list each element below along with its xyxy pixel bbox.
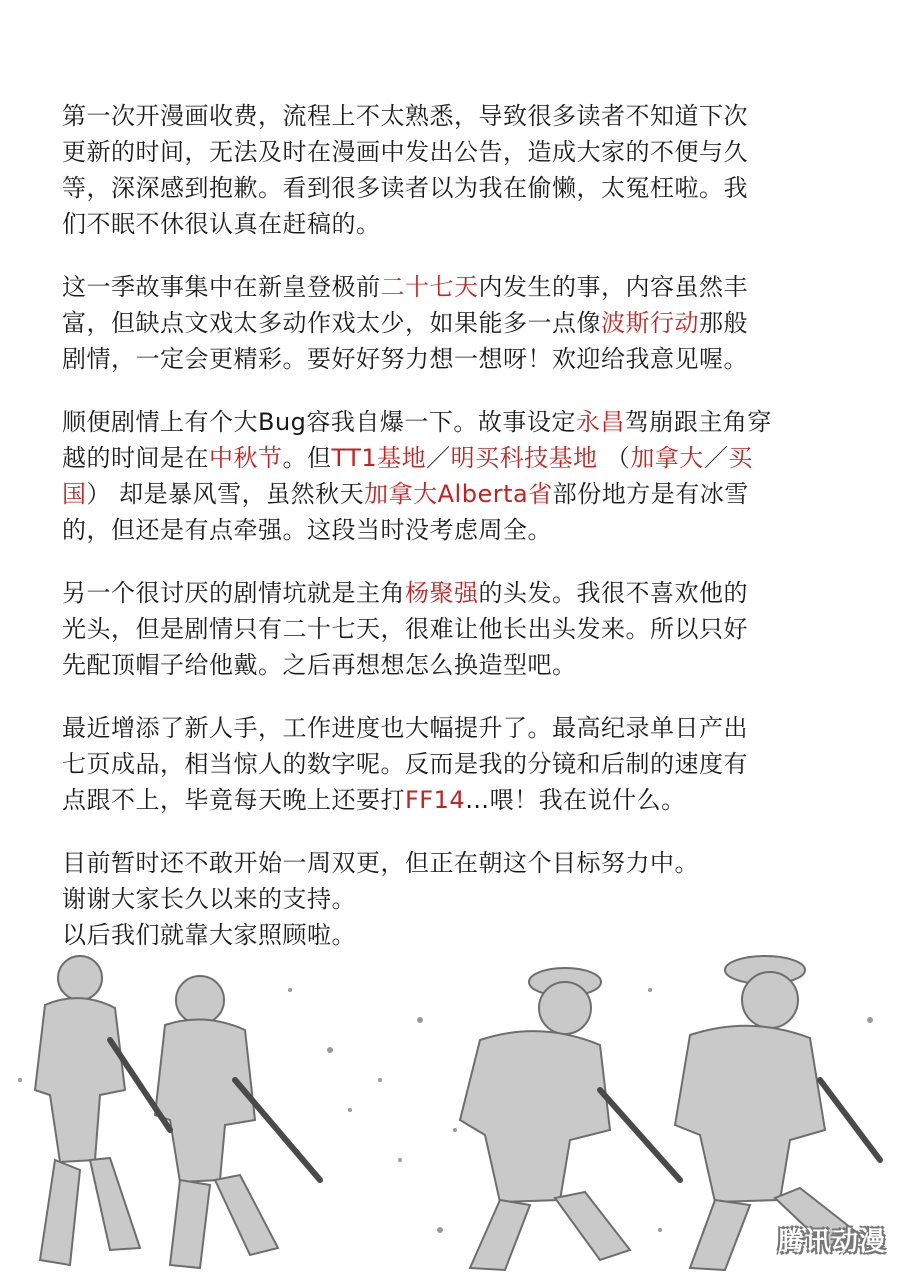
text-segment: 那般 — [699, 309, 748, 337]
text-segment: 第一次开漫画收费，流程上不太熟悉，导致很多读者不知道下次 — [62, 102, 748, 130]
highlighted-term: 买 — [728, 444, 753, 472]
text-line — [62, 782, 862, 818]
text-line — [62, 647, 862, 683]
highlighted-term: 二十七天 — [380, 273, 479, 301]
highlighted-term: 杨聚强 — [405, 579, 479, 607]
paragraph — [62, 575, 862, 683]
text-segment: 富，但缺点文戏太多动作戏太少，如果能多一点像 — [62, 309, 601, 337]
text-segment: 这一季故事集中在新皇登极前 — [62, 273, 381, 301]
paragraph — [62, 269, 862, 377]
paragraph — [62, 404, 862, 548]
text-line — [62, 98, 862, 134]
highlighted-term: 中秋节 — [209, 444, 283, 472]
text-segment: 等，深深感到抱歉。看到很多读者以为我在偷懒，太冤枉啦。我 — [62, 174, 748, 202]
afterword-text — [62, 98, 862, 980]
text-segment: ／ — [703, 444, 729, 472]
highlighted-term: 加拿大 — [630, 444, 704, 472]
paragraph — [62, 845, 862, 953]
text-line — [62, 440, 862, 476]
highlighted-term: FF14 — [405, 786, 466, 814]
text-line — [62, 917, 862, 953]
text-segment: 剧情，一定会更精彩。要好好努力想一想呀！欢迎给我意见喔。 — [62, 345, 748, 373]
text-segment: 们不眠不休很认真在赶稿的。 — [62, 210, 381, 238]
text-line — [62, 512, 862, 548]
text-segment: 的，但还是有点牵强。这段当时没考虑周全。 — [62, 516, 552, 544]
text-segment: 以后我们就靠大家照顾啦。 — [62, 921, 356, 949]
text-segment: 驾崩跟主角穿 — [624, 408, 772, 436]
text-segment: 谢谢大家长久以来的支持。 — [62, 885, 356, 913]
text-segment: 顺便剧情上有个大Bug容我自爆一下。故事设定 — [62, 408, 576, 436]
text-line — [62, 341, 862, 377]
text-segment: 点跟不上，毕竟每天晚上还要打 — [62, 786, 405, 814]
text-segment: 内发生的事，内容虽然丰 — [478, 273, 748, 301]
highlighted-term: 国 — [62, 480, 87, 508]
text-segment: 目前暂时还不敢开始一周双更，但正在朝这个目标努力中。 — [62, 849, 699, 877]
text-segment: 最近增添了新人手，工作进度也大幅提升了。最高纪录单日产出 — [62, 714, 748, 742]
text-line — [62, 305, 862, 341]
paragraph — [62, 98, 862, 242]
tencent-comic-watermark: 腾讯动漫 — [777, 1227, 886, 1257]
text-segment: 七页成品，相当惊人的数字呢。反而是我的分镜和后制的速度有 — [62, 750, 748, 778]
text-segment: 更新的时间，无法及时在漫画中发出公告，造成大家的不便与久 — [62, 138, 748, 166]
text-line — [62, 134, 862, 170]
text-segment: 的头发。我很不喜欢他的 — [478, 579, 748, 607]
text-line — [62, 710, 862, 746]
text-segment: （ — [597, 444, 631, 472]
highlighted-term: 永昌 — [575, 408, 625, 436]
text-segment: ） 却是暴风雪，虽然秋天 — [86, 480, 365, 508]
text-line — [62, 206, 862, 242]
text-line — [62, 269, 862, 305]
text-segment: …喂！我在说什么。 — [465, 786, 686, 814]
text-line — [62, 170, 862, 206]
text-line — [62, 746, 862, 782]
text-segment: 越的时间是在 — [62, 444, 209, 472]
text-segment: 先配顶帽子给他戴。之后再想想怎么换造型吧。 — [62, 651, 577, 679]
text-line — [62, 476, 862, 512]
text-segment: 部份地方是有冰雪 — [552, 480, 749, 508]
text-line — [62, 845, 862, 881]
paragraph — [62, 710, 862, 818]
text-line — [62, 611, 862, 647]
text-segment: ／ — [426, 444, 451, 472]
text-line — [62, 404, 862, 440]
text-segment: 。但 — [282, 444, 332, 472]
highlighted-term: 明买科技基地 — [450, 444, 598, 472]
text-line — [62, 575, 862, 611]
highlighted-term: TT1基地 — [331, 444, 427, 472]
text-segment: 光头，但是剧情只有二十七天，很难让他长出头发来。所以只好 — [62, 615, 748, 643]
text-segment: 另一个很讨厌的剧情坑就是主角 — [62, 579, 405, 607]
highlighted-term: 加拿大Alberta省 — [364, 480, 553, 508]
highlighted-term: 波斯行动 — [601, 309, 699, 337]
soldiers-illustration — [0, 930, 900, 1272]
text-line — [62, 881, 862, 917]
